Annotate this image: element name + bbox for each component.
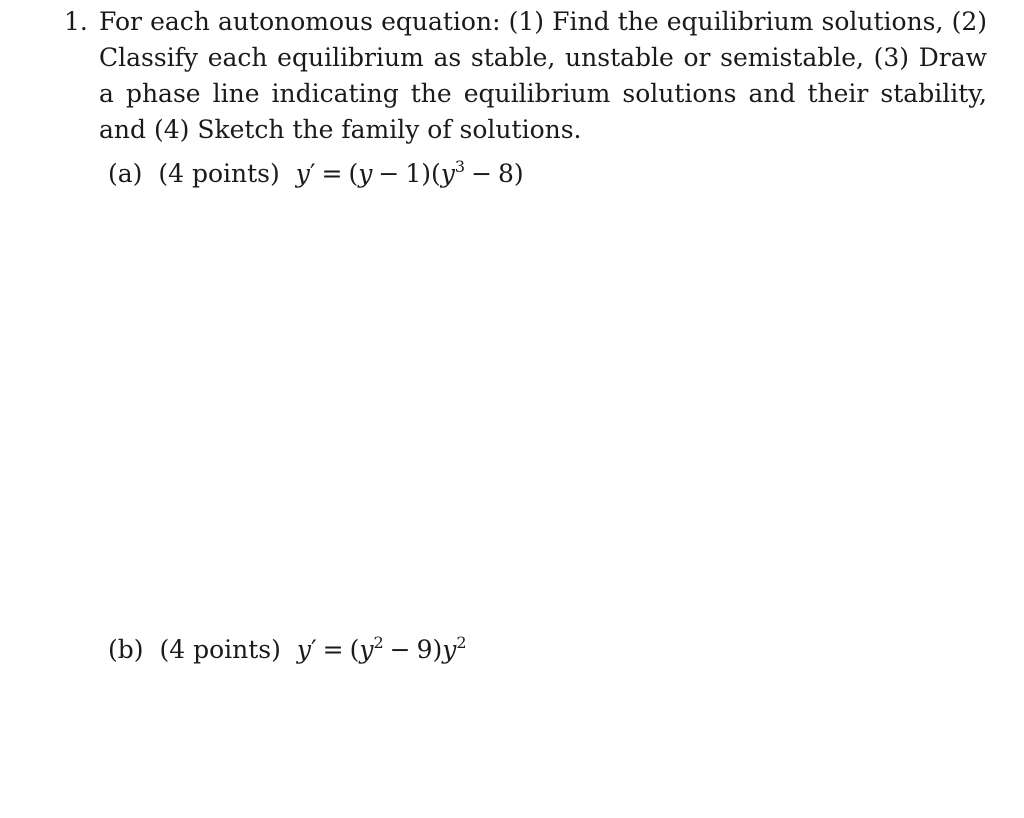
- part-b-const1: 9): [416, 635, 443, 664]
- part-a: [108, 156, 524, 192]
- part-a-var2: y: [440, 159, 455, 188]
- part-b-equals: =: [322, 635, 344, 664]
- part-b-exp2: 2: [456, 633, 467, 652]
- problem-instructions: For each autonomous equation: (1) Find the equilibrium solutions, (2) Classify each equilibrium as stable, unstable or semistable, (3) Draw a phase line indicating the equilibrium solutions and their stability, and (4) Sketch the family of solutions.: [99, 7, 987, 144]
- part-a-equals: =: [321, 159, 343, 188]
- part-a-minus2: −: [471, 159, 493, 188]
- part-b-points: (4 points): [159, 635, 281, 664]
- part-a-var1: y: [358, 159, 373, 188]
- part-a-label: (a): [108, 159, 143, 188]
- part-a-open1: (: [348, 159, 359, 188]
- part-a-points: (4 points): [158, 159, 280, 188]
- part-b-minus1: −: [389, 635, 411, 664]
- part-b-exp1: 2: [373, 633, 384, 652]
- part-a-const1: 1): [405, 159, 431, 188]
- part-a-const2: 8): [498, 159, 524, 188]
- part-a-minus1: −: [378, 159, 400, 188]
- problem-number: 1.: [64, 7, 88, 36]
- part-b-var1: y: [359, 635, 374, 664]
- part-b-equation: [297, 635, 467, 664]
- part-a-lhs: y: [295, 159, 310, 188]
- part-a-exp2: 3: [454, 157, 466, 176]
- part-b: [108, 632, 467, 668]
- part-b-lhs: y: [296, 635, 311, 664]
- part-a-open2: (: [431, 159, 441, 188]
- part-b-label: (b): [108, 635, 144, 664]
- part-b-var2: y: [442, 635, 457, 664]
- part-b-open1: (: [349, 635, 360, 664]
- part-b-prime: ′: [310, 635, 317, 664]
- part-a-equation: [296, 159, 524, 188]
- part-a-prime: ′: [309, 159, 316, 188]
